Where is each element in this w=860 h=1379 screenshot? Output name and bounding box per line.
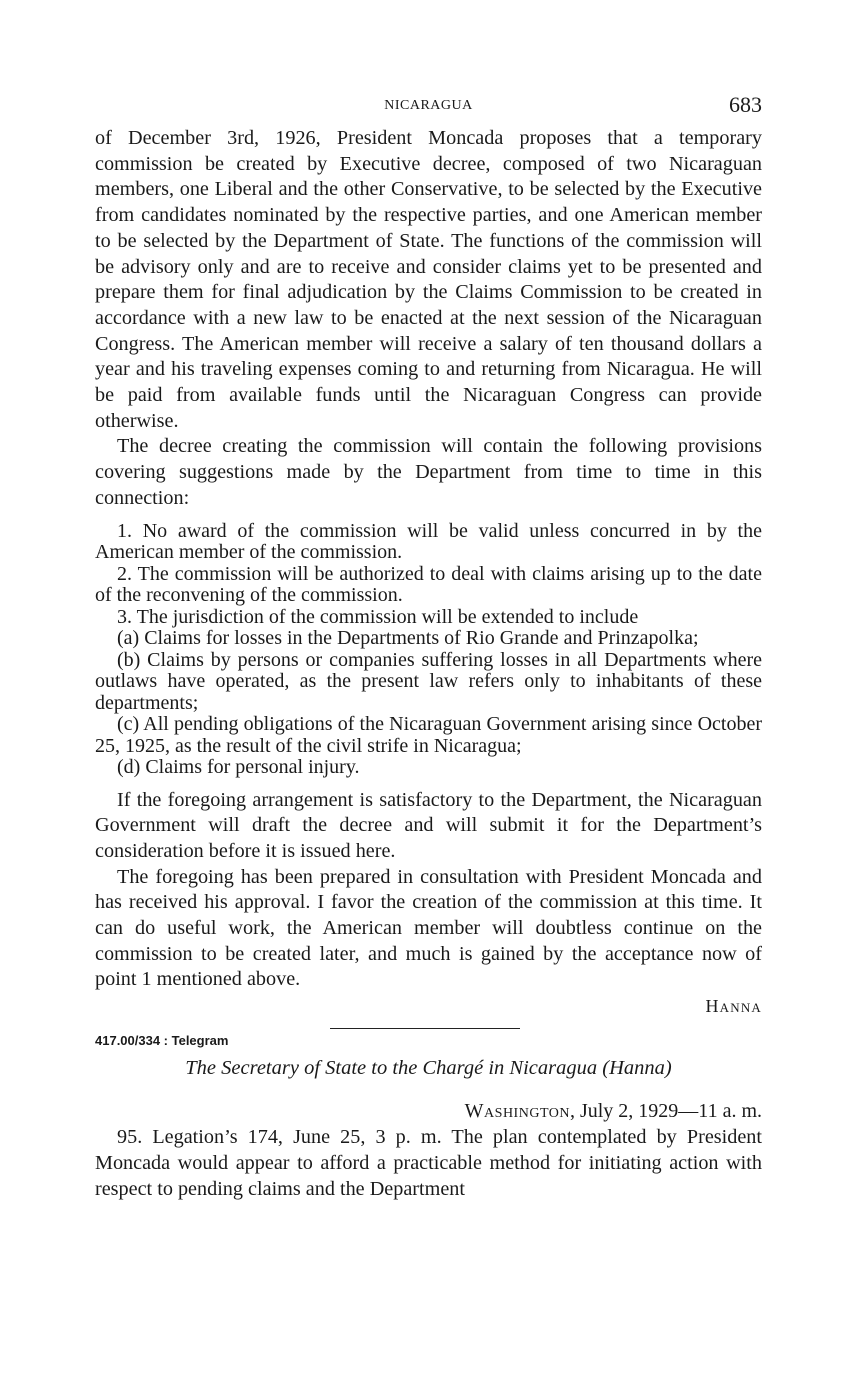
file-number: 417.00/334 : Telegram (95, 1033, 229, 1049)
dateline-date: , July 2, 1929—11 a. m. (569, 1100, 762, 1123)
provision-item: 1. No award of the commission will be valid unless concurred in by the American member of the commission. (95, 519, 762, 564)
running-head-title: NICARAGUA (384, 98, 473, 113)
provisions-list (95, 521, 762, 779)
document-title: The Secretary of State to the Chargé in Nicaragua (Hanna) (185, 1057, 672, 1080)
provision-item: 3. The jurisdiction of the commission will be extended to include (117, 605, 639, 628)
paragraph-5: 95. Legation’s 174, June 25, 3 p. m. The plan contemplated by President Moncada would appear to afford a practicable method for initiating action with respect to pending claims and the Department (95, 1126, 762, 1200)
section-divider (330, 1028, 520, 1029)
letter-body (95, 126, 762, 993)
dateline-place: Washington (464, 1100, 570, 1123)
signature: Hanna (705, 996, 762, 1017)
provision-item: (c) All pending obligations of the Nicaraguan Government arising since October 25, 1925, as the result of the civil strife in Nicaragua; (95, 713, 762, 757)
file-reference-row (95, 1025, 762, 1051)
page-number: 683 (729, 92, 762, 117)
provision-item: 2. The commission will be authorized to deal with claims arising up to the date of the reconvening of the commission. (95, 562, 762, 607)
paragraph-3: If the foregoing arrangement is satisfactory to the Department, the Nicaraguan Government will draft the decree and will submit it for the Department’s consideration before it is issued here. (95, 788, 762, 862)
document-page (95, 92, 762, 1202)
dateline (95, 1097, 762, 1125)
provision-item: (d) Claims for personal injury. (117, 756, 360, 779)
running-head (95, 92, 762, 126)
provision-item: (a) Claims for losses in the Departments of Rio Grande and Prinzapolka; (117, 627, 699, 650)
provision-item: (b) Claims by persons or companies suffering losses in all Departments where outlaws have operated, as the present law refers only to inhabitants of these departments; (95, 648, 762, 714)
telegram-body (95, 1125, 762, 1202)
paragraph-2: The decree creating the commission will contain the following provisions covering suggestions made by the Department from time to time in this connection: (95, 435, 762, 509)
paragraph-4: The foregoing has been prepared in consultation with President Moncada and has received his approval. I favor the creation of the commission at this time. It can do useful work, the American member will doubtless continue on the commission to be created later, and much is gained by the acceptance now of point 1 mentioned above. (95, 865, 762, 991)
paragraph-1: of December 3rd, 1926, President Moncada proposes that a temporary commission be created by Executive decree, composed of two Nicaraguan members, one Liberal and the other Conservative, to be selected by the Executive from candidates nominated by the respective parties, and one American member to be selected by the Department of State. The functions of the commission will be advisory only and are to receive and consider claims yet to be presented and prepare them for final adjudication by the Claims Commission to be created in accordance with a new law to be enacted at the next session of the Nicaraguan Congress. The American member will receive a salary of ten thousand dollars a year and his traveling expenses coming to and returning from Nicaragua. He will be paid from available funds until the Nicaraguan Congress can provide otherwise. (95, 127, 762, 432)
